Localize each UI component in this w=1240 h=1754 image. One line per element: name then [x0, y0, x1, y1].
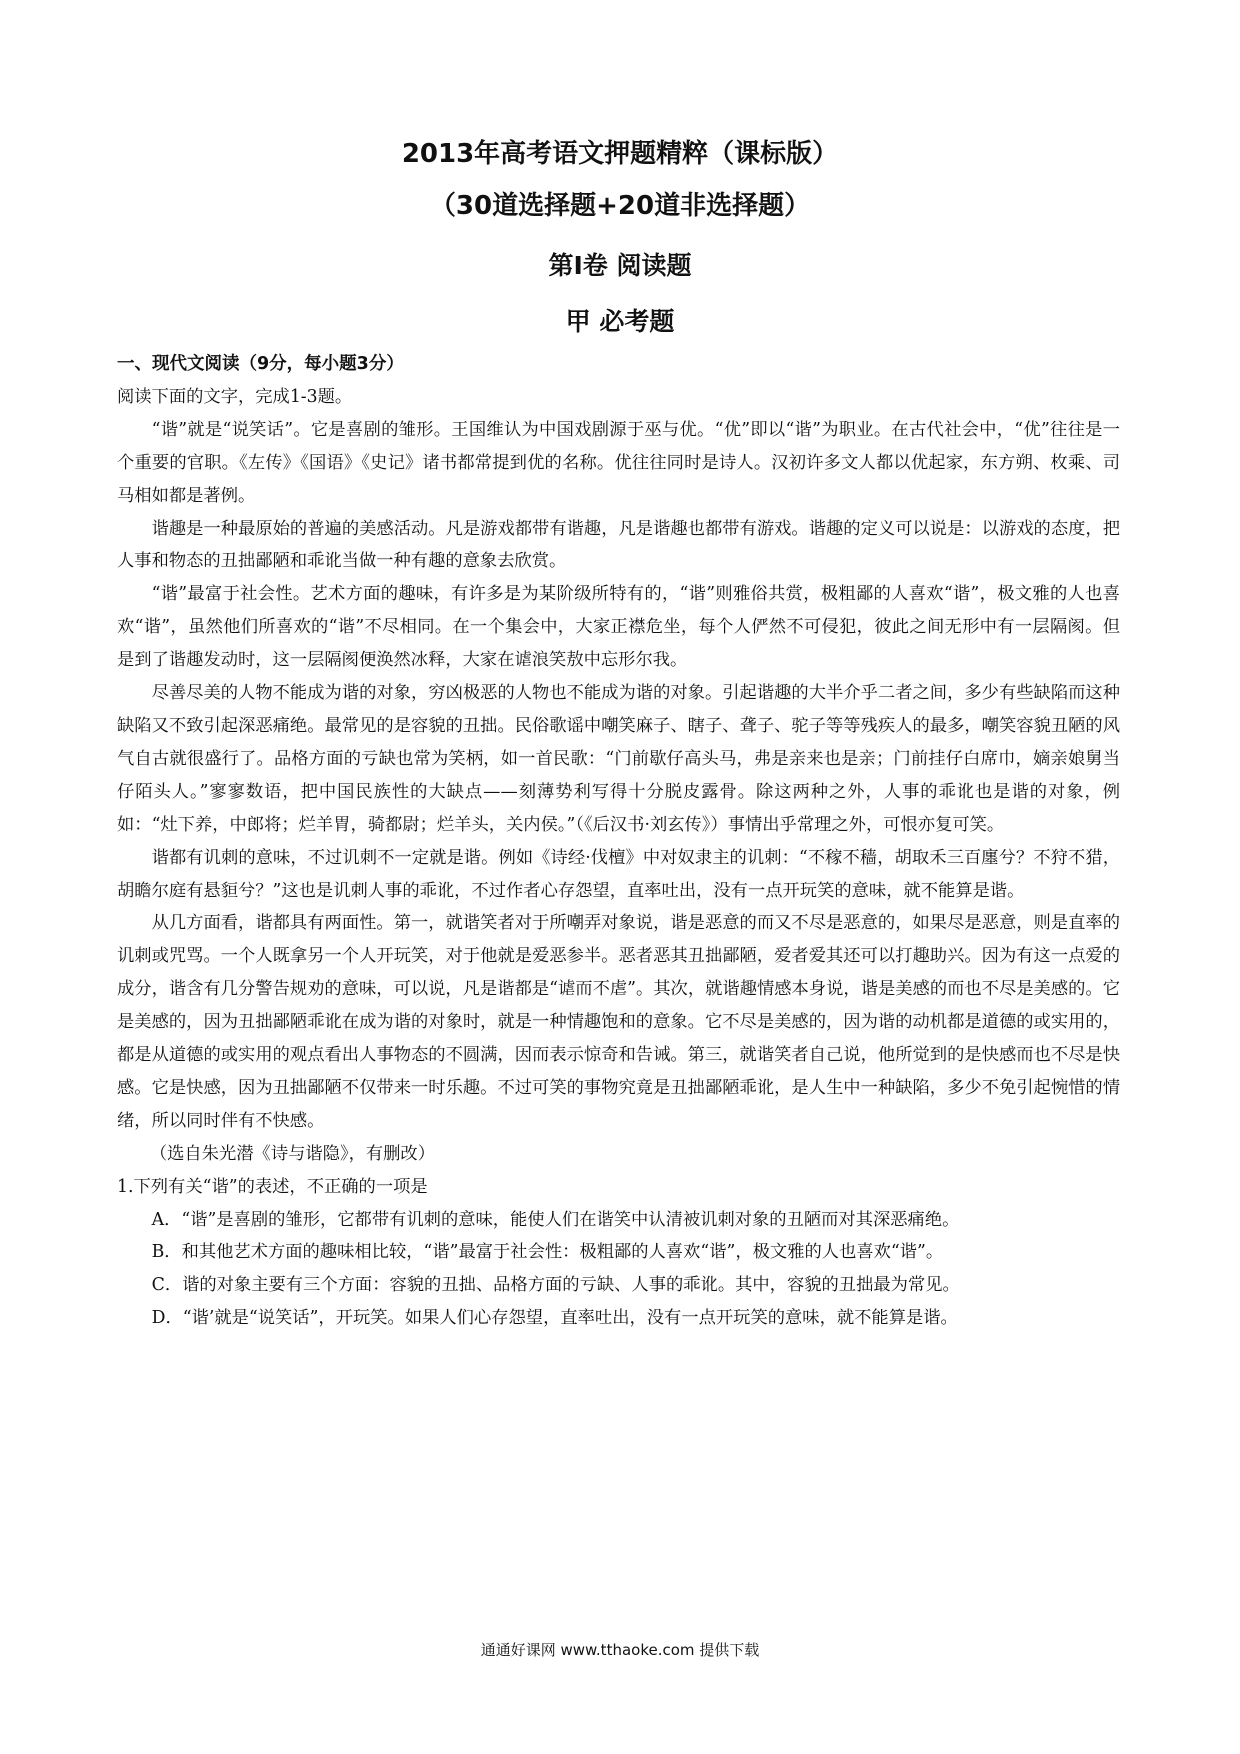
answer-option-c: C．谐的对象主要有三个方面：容貌的丑拙、品格方面的亏缺、人事的乖讹。其中，容貌的丑拙最为常见。	[151, 1275, 960, 1296]
page-footer: 通通好课网 www.tthaoke.com 提供下载	[480, 1641, 760, 1659]
title-block	[0, 128, 1240, 340]
section-heading: 一、现代文阅读（9分，每小题3分）	[117, 354, 404, 374]
document-title: 2013年高考语文押题精粹（课标版）	[401, 139, 839, 169]
passage-paragraph: “谐”就是“说笑话”。它是喜剧的雏形。王国维认为中国戏剧源于巫与优。“优”即以“谐”为职业。在古代社会中，“优”往往是一个重要的官职。《左传》《国语》《史记》诸书都常提到优的名称。优往往同时是诗人。汉初许多文人都以优起家，东方朔、枚乘、司马相如都是著例。	[117, 419, 1120, 506]
answer-option-b: B．和其他艺术方面的趣味相比较，“谐”最富于社会性：极粗鄙的人喜欢“谐”，极文雅的人也喜欢“谐”。	[151, 1242, 944, 1263]
document-subtitle: （30道选择题+20道非选择题）	[429, 191, 811, 221]
passage-paragraph: 尽善尽美的人物不能成为谐的对象，穷凶极恶的人物也不能成为谐的对象。引起谐趣的大半介乎二者之间，多少有些缺陷而这种缺陷又不致引起深恶痛绝。最常见的是容貌的丑拙。民俗歌谣中嘲笑麻子、瞎子、聋子、驼子等等残疾人的最多，嘲笑容貌丑陋的风气自古就很盛行了。品格方面的亏缺也常为笑柄，如一首民歌：“门前歇仔高头马，弗是亲来也是亲；门前挂仔白席巾，嫡亲娘舅当仔陌头人。”寥寥数语，把中国民族性的大缺点——刻薄势利写得十分脱皮露骨。除这两种之外，人事的乖讹也是谐的对象，例如：“灶下养，中郎将；烂羊胃，骑都尉；烂羊头，关内侯。”（《后汉书·刘玄传》）事情出乎常理之外，可恨亦复可笑。	[117, 683, 1120, 835]
question-stem: 1.下列有关“谐”的表述，不正确的一项是	[117, 1176, 428, 1197]
main-content	[117, 348, 1120, 1335]
answer-option-d: D．“谐’就是“说笑话”，开玩笑。如果人们心存怨望，直率吐出，没有一点开玩笑的意味，就不能算是谐。	[151, 1308, 958, 1329]
part-title: 甲 必考题	[565, 307, 675, 336]
passage-source: （选自朱光潜《诗与谐隐》，有删改）	[149, 1143, 435, 1164]
passage-paragraph: 谐趣是一种最原始的普遍的美感活动。凡是游戏都带有谐趣，凡是谐趣也都带有游戏。谐趣的定义可以说是：以游戏的态度，把人事和物态的丑拙鄙陋和乖讹当做一种有趣的意象去欣赏。	[117, 518, 1120, 572]
volume-title: 第Ⅰ卷 阅读题	[548, 251, 692, 280]
passage-paragraph: “谐”最富于社会性。艺术方面的趣味，有许多是为某阶级所特有的，“谐”则雅俗共赏，极粗鄙的人喜欢“谐”，极文雅的人也喜欢“谐”，虽然他们所喜欢的“谐”不尽相同。在一个集会中，大家正襟危坐，每个人俨然不可侵犯，彼此之间无形中有一层隔阂。但是到了谐趣发动时，这一层隔阂便涣然冰释，大家在谑浪笑敖中忘形尔我。	[117, 584, 1120, 671]
passage-paragraph: 从几方面看，谐都具有两面性。第一，就谐笑者对于所嘲弄对象说，谐是恶意的而又不尽是恶意的，如果尽是恶意，则是直率的讥刺或咒骂。一个人既拿另一个人开玩笑，对于他就是爱恶参半。恶者恶其丑拙鄙陋，爱者爱其还可以打趣助兴。因为有这一点爱的成分，谐含有几分警告规劝的意味，可以说，凡是谐都是“谑而不虐”。其次，就谐趣情感本身说，谐是美感的而也不尽是美感的。它是美感的，因为丑拙鄙陋乖讹在成为谐的对象时，就是一种情趣饱和的意象。它不尽是美感的，因为谐的动机都是道德的或实用的，都是从道德的或实用的观点看出人事物态的不圆满，因而表示惊奇和告诫。第三，就谐笑者自己说，他所觉到的是快感而也不尽是快感。它是快感，因为丑拙鄙陋不仅带来一时乐趣。不过可笑的事物究竟是丑拙鄙陋乖讹，是人生中一种缺陷，多少不免引起惋惜的情绪，所以同时伴有不快感。	[117, 913, 1120, 1131]
reading-instruction: 阅读下面的文字，完成1-3题。	[117, 386, 353, 407]
answer-option-a: A．“谐”是喜剧的雏形，它都带有讥刺的意味，能使人们在谐笑中认清被讥刺对象的丑陋而对其深恶痛绝。	[151, 1209, 960, 1230]
passage-paragraph: 谐都有讥刺的意味，不过讥刺不一定就是谐。例如《诗经·伐檀》中对奴隶主的讥刺：“不稼不穑，胡取禾三百廛兮？不狩不猎，胡瞻尔庭有悬貆兮？”这也是讥刺人事的乖讹，不过作者心存怨望，直率吐出，没有一点开玩笑的意味，就不能算是谐。	[117, 847, 1120, 901]
